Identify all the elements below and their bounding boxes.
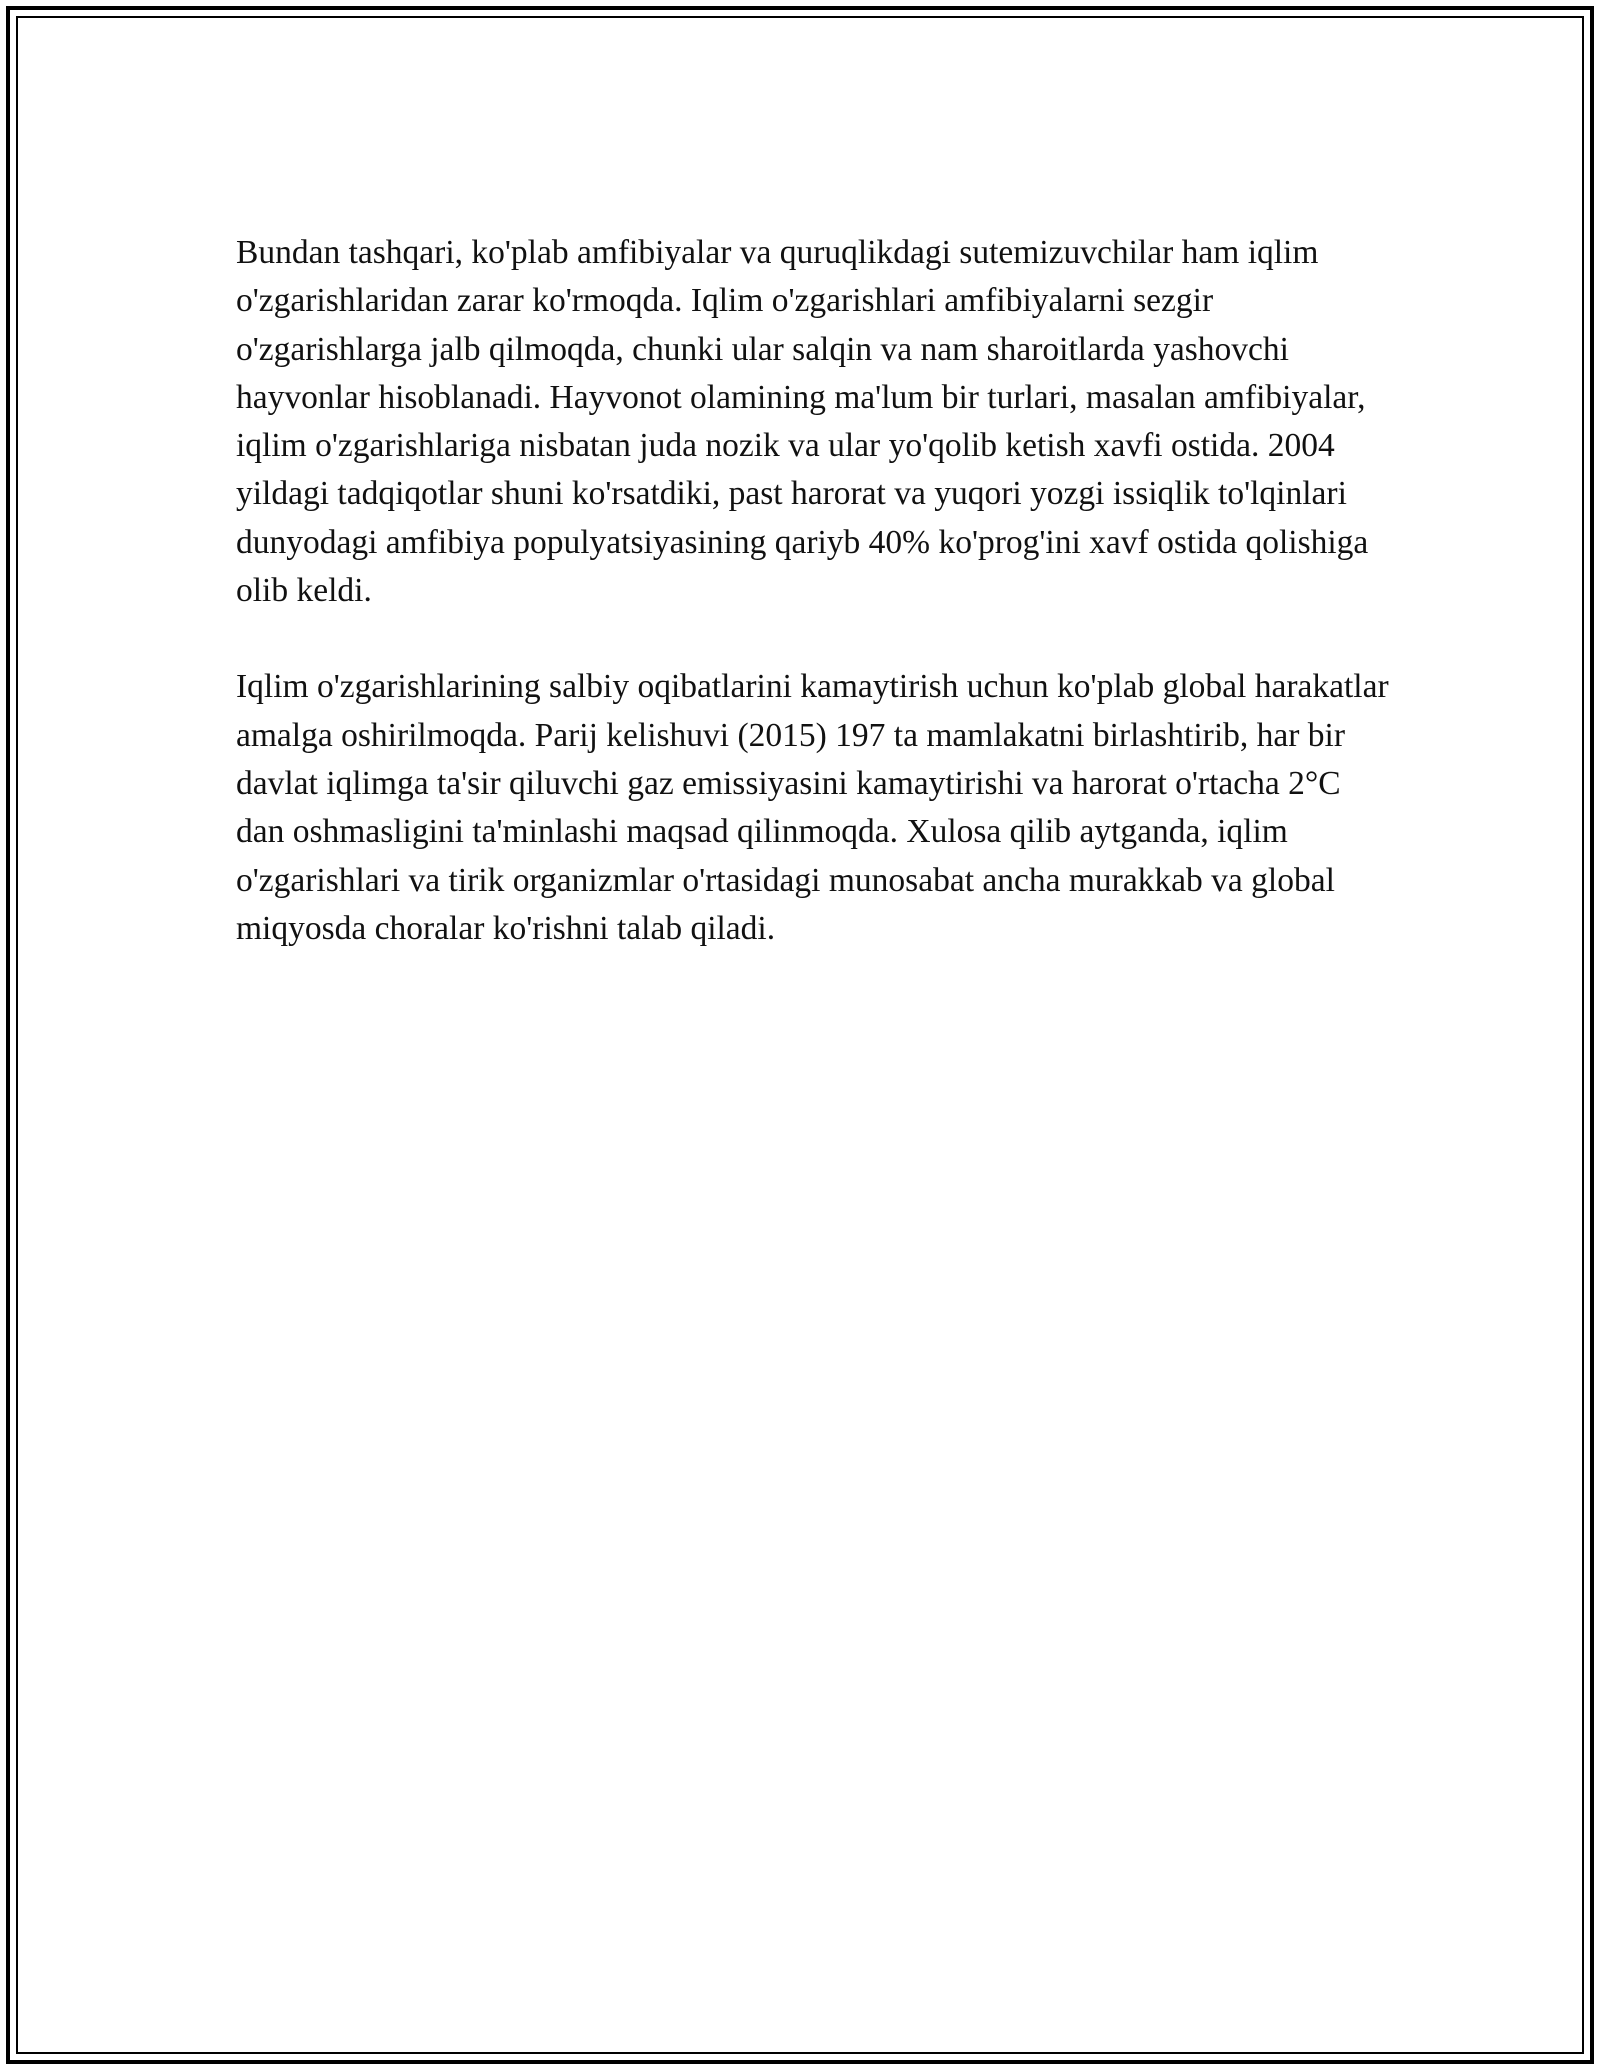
document-body bbox=[236, 229, 1396, 1001]
paragraph-global-actions: Iqlim o'zgarishlarining salbiy oqibatlarini kamaytirish uchun ko'plab global harakatlar amalga oshirilmoqda. Parij kelishuvi (2015) 197 ta mamlakatni birlashtirib, har bir davlat iqlimga ta'sir qiluvchi gaz emissiyasini kamaytirishi va harorat o'rtacha 2°C dan oshmasligini ta'minlashi maqsad qilinmoqda. Xulosa qilib aytganda, iqlim o'zgarishlari va tirik organizmlar o'rtasidagi munosabat ancha murakkab va global miqyosda choralar ko'rishni talab qiladi. bbox=[236, 668, 1389, 947]
paragraph-amphibians: Bundan tashqari, ko'plab amfibiyalar va quruqlikdagi sutemizuvchilar ham iqlim o'zgarishlaridan zarar ko'rmoqda. Iqlim o'zgarishlari amfibiyalarni sezgir o'zgarishlarga jalb qilmoqda, chunki ular salqin va nam sharoitlarda yashovchi hayvonlar hisoblanadi. Hayvonot olamining ma'lum bir turlari, masalan amfibiyalar, iqlim o'zgarishlariga nisbatan juda nozik va ular yo'qolib ketish xavfi ostida. 2004 yildagi tadqiqotlar shuni ko'rsatdiki, past harorat va yuqori yozgi issiqlik to'lqinlari dunyodagi amfibiya populyatsiyasining qariyb 40% ko'prog'ini xavf ostida qolishiga olib keldi. bbox=[236, 234, 1369, 610]
